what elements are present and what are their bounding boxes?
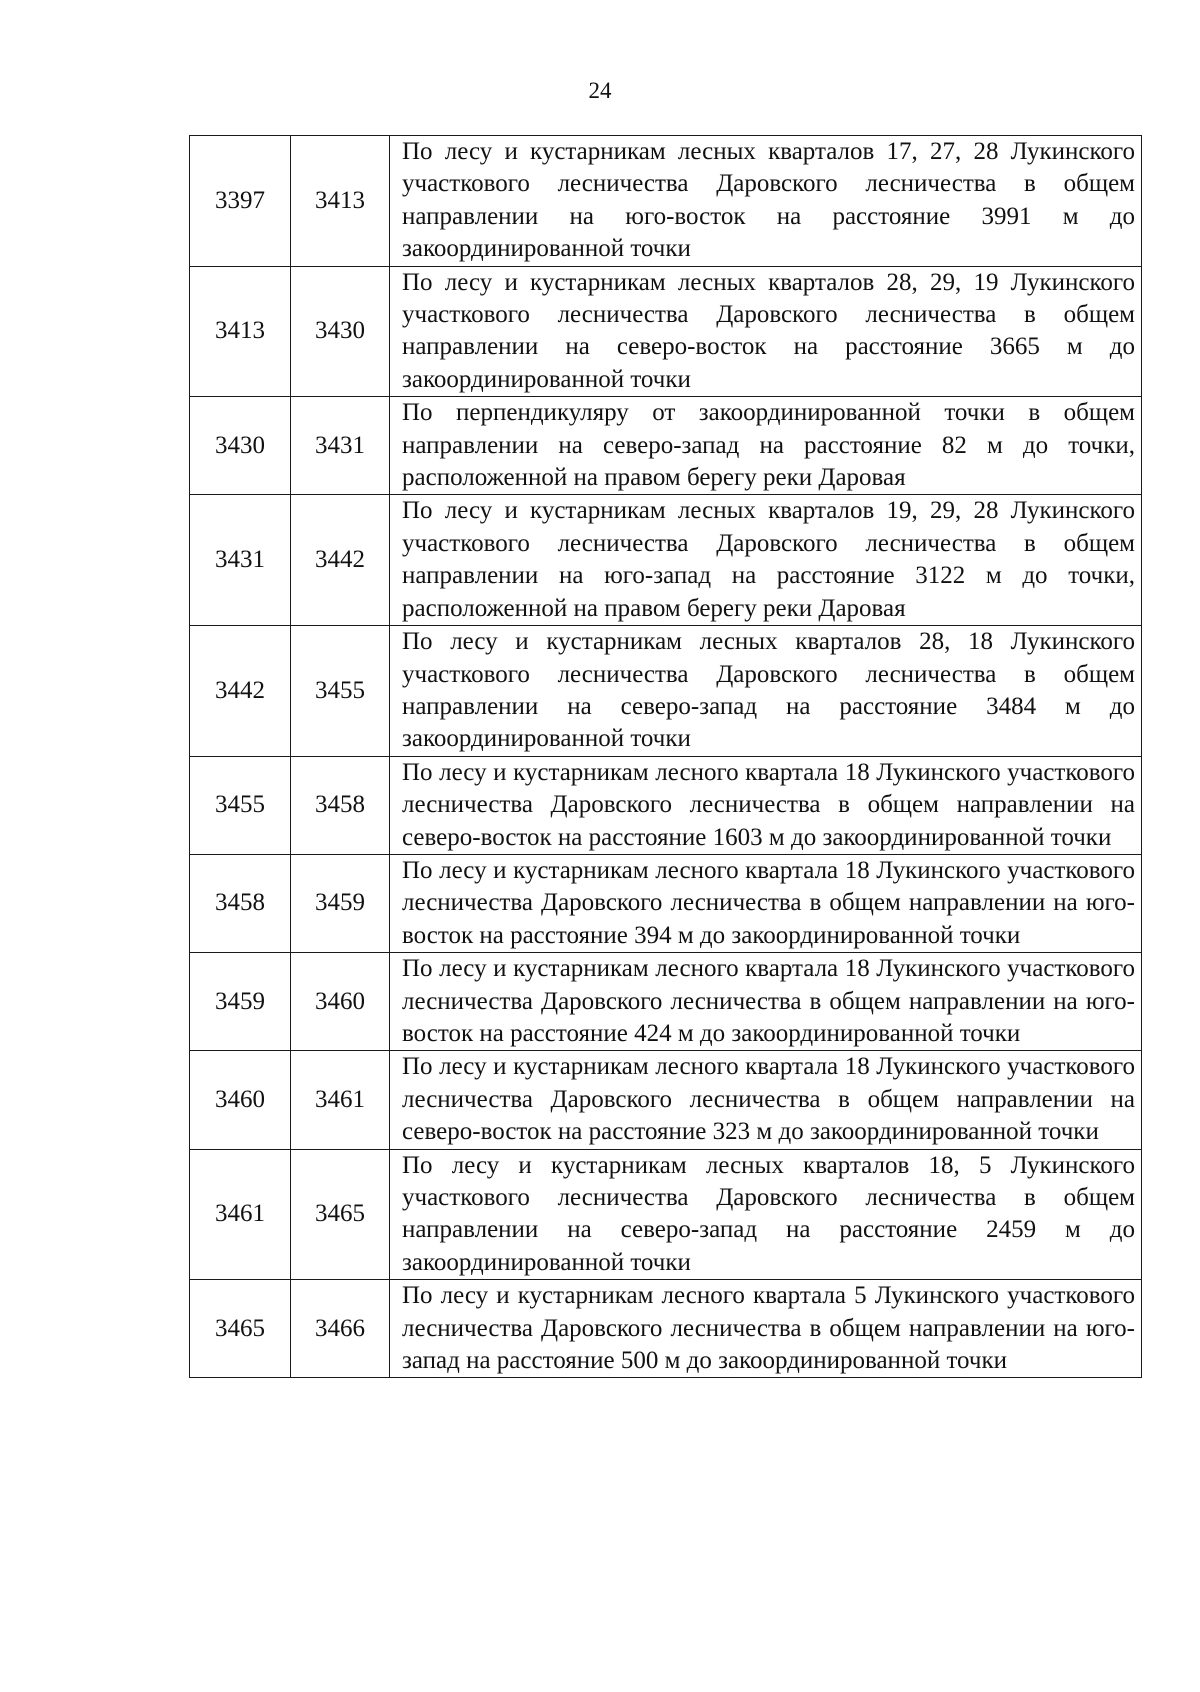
- from-point: 3461: [190, 1149, 291, 1280]
- to-point: 3442: [291, 495, 390, 626]
- table-row: [190, 136, 1142, 267]
- to-point: 3460: [291, 953, 390, 1051]
- to-point: 3455: [291, 626, 390, 757]
- table-row: [190, 495, 1142, 626]
- boundary-description: По лесу и кустарникам лесного квартала 18 Лукинского участкового лесничества Даровского лесничества в общем направлении на северо-восток на расстояние 1603 м до закоординированной точки: [390, 756, 1142, 854]
- from-point: 3459: [190, 953, 291, 1051]
- from-point: 3413: [190, 266, 291, 397]
- table-row: [190, 397, 1142, 495]
- to-point: 3461: [291, 1051, 390, 1149]
- table-row: [190, 854, 1142, 952]
- from-point: 3431: [190, 495, 291, 626]
- boundary-description: По лесу и кустарникам лесных кварталов 18, 5 Лукинского участкового лесничества Даровского лесничества в общем направлении на северо-запад на расстояние 2459 м до закоординированной точки: [390, 1149, 1142, 1280]
- from-point: 3430: [190, 397, 291, 495]
- to-point: 3459: [291, 854, 390, 952]
- table-row: [190, 266, 1142, 397]
- table-row: [190, 1280, 1142, 1378]
- to-point: 3430: [291, 266, 390, 397]
- from-point: 3458: [190, 854, 291, 952]
- to-point: 3466: [291, 1280, 390, 1378]
- from-point: 3397: [190, 136, 291, 267]
- boundary-description: По лесу и кустарникам лесного квартала 18 Лукинского участкового лесничества Даровского лесничества в общем направлении на юго-восток на расстояние 394 м до закоординированной точки: [390, 854, 1142, 952]
- to-point: 3413: [291, 136, 390, 267]
- boundary-description: По лесу и кустарникам лесного квартала 18 Лукинского участкового лесничества Даровского лесничества в общем направлении на юго-восток на расстояние 424 м до закоординированной точки: [390, 953, 1142, 1051]
- boundary-description: По перпендикуляру от закоординированной точки в общем направлении на северо-запад на расстояние 82 м до точки, расположенной на правом берегу реки Даровая: [390, 397, 1142, 495]
- boundary-description: По лесу и кустарникам лесного квартала 18 Лукинского участкового лесничества Даровского лесничества в общем направлении на северо-восток на расстояние 323 м до закоординированной точки: [390, 1051, 1142, 1149]
- from-point: 3442: [190, 626, 291, 757]
- boundary-description: По лесу и кустарникам лесных кварталов 17, 27, 28 Лукинского участкового лесничества Даровского лесничества в общем направлении на юго-восток на расстояние 3991 м до закоординированной точки: [390, 136, 1142, 267]
- boundary-description: По лесу и кустарникам лесных кварталов 28, 18 Лукинского участкового лесничества Даровского лесничества в общем направлении на северо-запад на расстояние 3484 м до закоординированной точки: [390, 626, 1142, 757]
- to-point: 3458: [291, 756, 390, 854]
- boundary-description: По лесу и кустарникам лесного квартала 5 Лукинского участкового лесничества Даровского лесничества в общем направлении на юго-запад на расстояние 500 м до закоординированной точки: [390, 1280, 1142, 1378]
- table-row: [190, 626, 1142, 757]
- boundary-table: [189, 135, 1142, 1378]
- page-number: 24: [588, 78, 612, 103]
- from-point: 3465: [190, 1280, 291, 1378]
- table-row: [190, 1149, 1142, 1280]
- table-row: [190, 1051, 1142, 1149]
- boundary-description: По лесу и кустарникам лесных кварталов 28, 29, 19 Лукинского участкового лесничества Даровского лесничества в общем направлении на северо-восток на расстояние 3665 м до закоординированной точки: [390, 266, 1142, 397]
- to-point: 3465: [291, 1149, 390, 1280]
- table-row: [190, 953, 1142, 1051]
- from-point: 3460: [190, 1051, 291, 1149]
- table-row: [190, 756, 1142, 854]
- to-point: 3431: [291, 397, 390, 495]
- boundary-description: По лесу и кустарникам лесных кварталов 19, 29, 28 Лукинского участкового лесничества Даровского лесничества в общем направлении на юго-запад на расстояние 3122 м до точки, расположенной на правом берегу реки Даровая: [390, 495, 1142, 626]
- from-point: 3455: [190, 756, 291, 854]
